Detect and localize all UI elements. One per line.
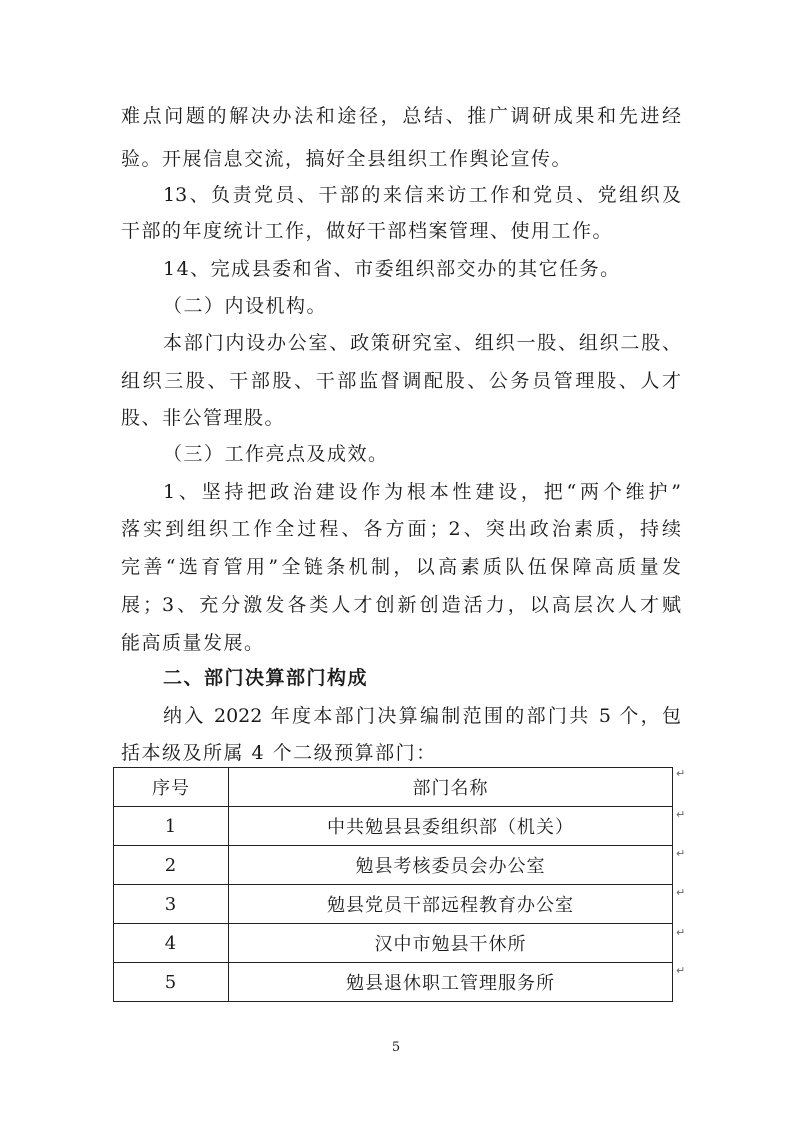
row-index: 1 bbox=[114, 807, 229, 846]
section-heading: （三）工作亮点及成效。 bbox=[163, 443, 389, 465]
table-row bbox=[114, 885, 673, 924]
chapter-heading: 二、部门决算部门构成 bbox=[163, 667, 369, 689]
body-line: 完善“选育管用”全链条机制，以高素质队伍保障高质量发 bbox=[121, 556, 681, 578]
body-line: 验。开展信息交流，搞好全县组织工作舆论宣传。 bbox=[121, 148, 573, 170]
body-line: 纳入 2022 年度本部门决算编制范围的部门共 5 个，包 bbox=[163, 705, 681, 727]
body-line: 1、坚持把政治建设作为根本性建设，把“两个维护” bbox=[163, 481, 681, 503]
dept-name: 汉中市勉县干休所 bbox=[229, 924, 673, 963]
body-line: 14、完成县委和省、市委组织部交办的其它任务。 bbox=[163, 258, 621, 280]
dept-name: 勉县考核委员会办公室 bbox=[229, 846, 673, 885]
dept-name: 中共勉县县委组织部（机关） bbox=[229, 807, 673, 846]
body-line: 本部门内设办公室、政策研究室、组织一股、组织二股、 bbox=[163, 332, 681, 354]
dept-name: 勉县党员干部远程教育办公室 bbox=[229, 885, 673, 924]
cell-end-mark: ↵ bbox=[676, 964, 686, 977]
body-line: 股、非公管理股。 bbox=[121, 407, 286, 429]
body-line: 落实到组织工作全过程、各方面；2、突出政治素质，持续 bbox=[121, 518, 681, 540]
department-table bbox=[113, 767, 673, 1002]
cell-end-mark: ↵ bbox=[676, 808, 686, 821]
table-row bbox=[114, 846, 673, 885]
body-line: 能高质量发展。 bbox=[121, 632, 265, 654]
dept-name: 勉县退休职工管理服务所 bbox=[229, 963, 673, 1002]
cell-end-mark: ↵ bbox=[676, 767, 686, 780]
body-line: 组织三股、干部股、干部监督调配股、公务员管理股、人才 bbox=[121, 370, 681, 392]
body-line: 展；3、充分激发各类人才创新创造活力，以高层次人才赋 bbox=[121, 594, 681, 616]
cell-end-mark: ↵ bbox=[676, 926, 686, 939]
column-header-dept-name: 部门名称 bbox=[229, 768, 673, 807]
column-header-index: 序号 bbox=[114, 768, 229, 807]
row-index: 3 bbox=[114, 885, 229, 924]
body-line: 括本级及所属 4 个二级预算部门： bbox=[121, 742, 437, 764]
cell-end-mark: ↵ bbox=[676, 847, 686, 860]
row-index: 5 bbox=[114, 963, 229, 1002]
row-index: 4 bbox=[114, 924, 229, 963]
table-header-row bbox=[114, 768, 673, 807]
body-line: 难点问题的解决办法和途径，总结、推广调研成果和先进经 bbox=[121, 105, 681, 127]
body-line: 13、负责党员、干部的来信来访工作和党员、党组织及 bbox=[163, 184, 681, 206]
cell-end-mark: ↵ bbox=[676, 886, 686, 899]
table-row bbox=[114, 924, 673, 963]
page-number: 5 bbox=[391, 1040, 401, 1055]
table-row bbox=[114, 807, 673, 846]
table-row bbox=[114, 963, 673, 1002]
row-index: 2 bbox=[114, 846, 229, 885]
section-heading: （二）内设机构。 bbox=[163, 295, 328, 317]
body-line: 干部的年度统计工作，做好干部档案管理、使用工作。 bbox=[121, 220, 614, 242]
